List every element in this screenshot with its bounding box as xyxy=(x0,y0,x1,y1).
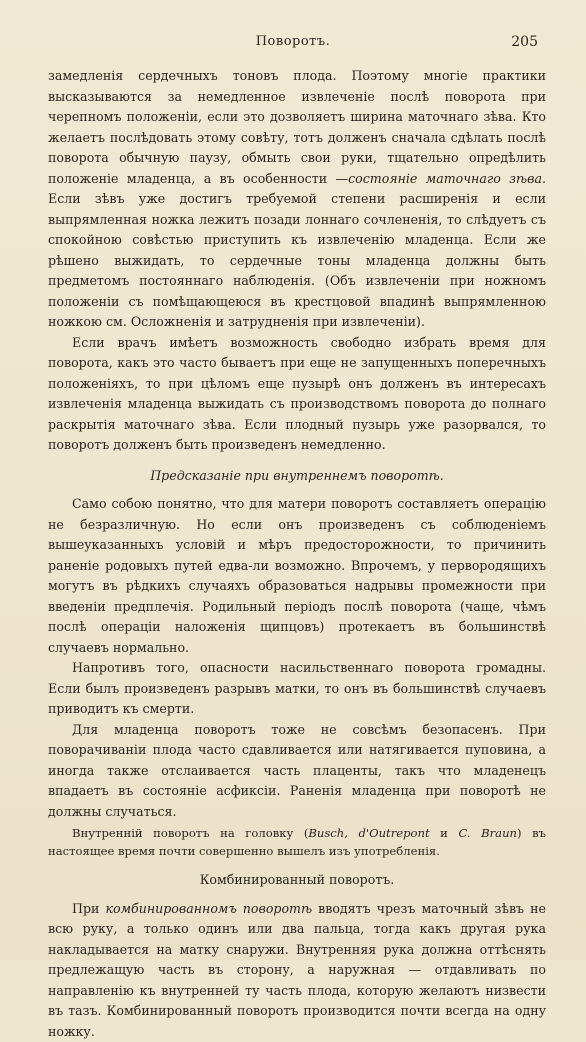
section-heading-prognosis: Предсказаніе при внутреннемъ поворотѣ. xyxy=(48,466,546,487)
section-heading-combined: Комбинированный поворотъ. xyxy=(48,870,546,891)
paragraph-1-text: замедленія сердечныхъ тоновъ плода. Поэтому многіе практики высказываются за немедленное извлеченіе послѣ поворота при черепномъ положеніи, если это дозволяетъ ширина маточнаго зѣва. Кто желаетъ послѣдовать этому совѣту, тотъ долженъ сначала сдѣлать послѣ поворота обычную паузу, обмыть свои руки, тщательно опредѣлить положеніе младенца, а въ особенности — xyxy=(48,68,546,186)
paragraph-6-b: и xyxy=(430,826,459,840)
paragraph-6-a: Внутренній поворотъ на головку ( xyxy=(72,826,308,840)
paragraph-7-b: вводятъ чрезъ маточный зѣвъ не всю руку, а только одинъ или два пальца, тогда какъ другая рука накладывается на матку снаружи. Внутренняя рука должна оттѣснять предлежащую часть въ сторону, а наружная — отдавливать по направленію къ внутренней ту часть плода, которую желаютъ низвести въ тазъ. Комбинированный поворотъ производится почти всегда на одну ножку. xyxy=(48,901,546,1039)
page-body xyxy=(48,66,546,1042)
paragraph-5: Для младенца поворотъ тоже не совсѣмъ безопасенъ. При поворачиваніи плода часто сдавливается или натягивается пуповина, а иногда также отслаивается часть плаценты, такъ что младенецъ впадаетъ въ состояніе асфиксіи. Раненія младенца при поворотѣ не должны случаться. xyxy=(48,720,546,823)
running-title: Поворотъ. xyxy=(48,34,538,49)
page-header xyxy=(48,34,538,54)
paragraph-6-c: ) въ настоящее время почти совершенно вышелъ изъ употребленія. xyxy=(48,826,546,858)
paragraph-6-note xyxy=(48,824,546,860)
paragraph-7-emphasis: комбинированномъ поворотѣ xyxy=(106,901,313,916)
paragraph-7 xyxy=(48,899,546,1042)
paragraph-1-emphasis: состояніе маточнаго зѣва. xyxy=(348,171,546,186)
paragraph-6-author2: C. Braun xyxy=(458,826,517,840)
paragraph-1 xyxy=(48,66,546,333)
paragraph-4: Напротивъ того, опасности насильственнаго поворота громадны. Если былъ произведенъ разрывъ матки, то онъ въ большинствѣ случаевъ приводитъ къ смерти. xyxy=(48,658,546,720)
paragraph-6-authors: Busch, d'Outrepont xyxy=(308,826,429,840)
page-number: 205 xyxy=(511,34,538,50)
paragraph-2: Если врачъ имѣетъ возможность свободно избрать время для поворота, какъ это часто бываетъ при еще не запущенныхъ поперечныхъ положеніяхъ, то при цѣломъ еще пузырѣ онъ долженъ въ интересахъ извлеченія младенца выжидать съ производствомъ поворота до полнаго раскрытія маточнаго зѣва. Если плодный пузырь уже разорвался, то поворотъ долженъ быть произведенъ немедленно. xyxy=(48,333,546,456)
paragraph-3: Само собою понятно, что для матери поворотъ составляетъ операцію не безразличную. Но если онъ произведенъ съ соблюденіемъ вышеуказанныхъ условій и мѣръ предосторожности, то причинить раненіе родовыхъ путей едва-ли возможно. Впрочемъ, у первородящихъ могутъ въ рѣдкихъ случаяхъ образоваться надрывы промежности при введеніи предплечія. Родильный періодъ послѣ поворота (чаще, чѣмъ послѣ операціи наложенія щипцовъ) протекаетъ въ большинствѣ случаевъ нормально. xyxy=(48,494,546,658)
paragraph-1-rest: Если зѣвъ уже достигъ требуемой степени расширенія и если выпрямленная ножка лежитъ позади лоннаго сочлененія, то слѣдуетъ съ спокойною совѣстью приступить къ извлеченію младенца. Если же рѣшено выжидать, то сердечные тоны младенца должны быть предметомъ постояннаго наблюденія. (Объ извлеченіи при ножномъ положеніи съ помѣщающеюся въ крестцовой впадинѣ выпрямленною ножкою см. Осложненія и затрудненія при извлеченіи). xyxy=(48,191,546,329)
paragraph-7-a: При xyxy=(72,901,106,916)
